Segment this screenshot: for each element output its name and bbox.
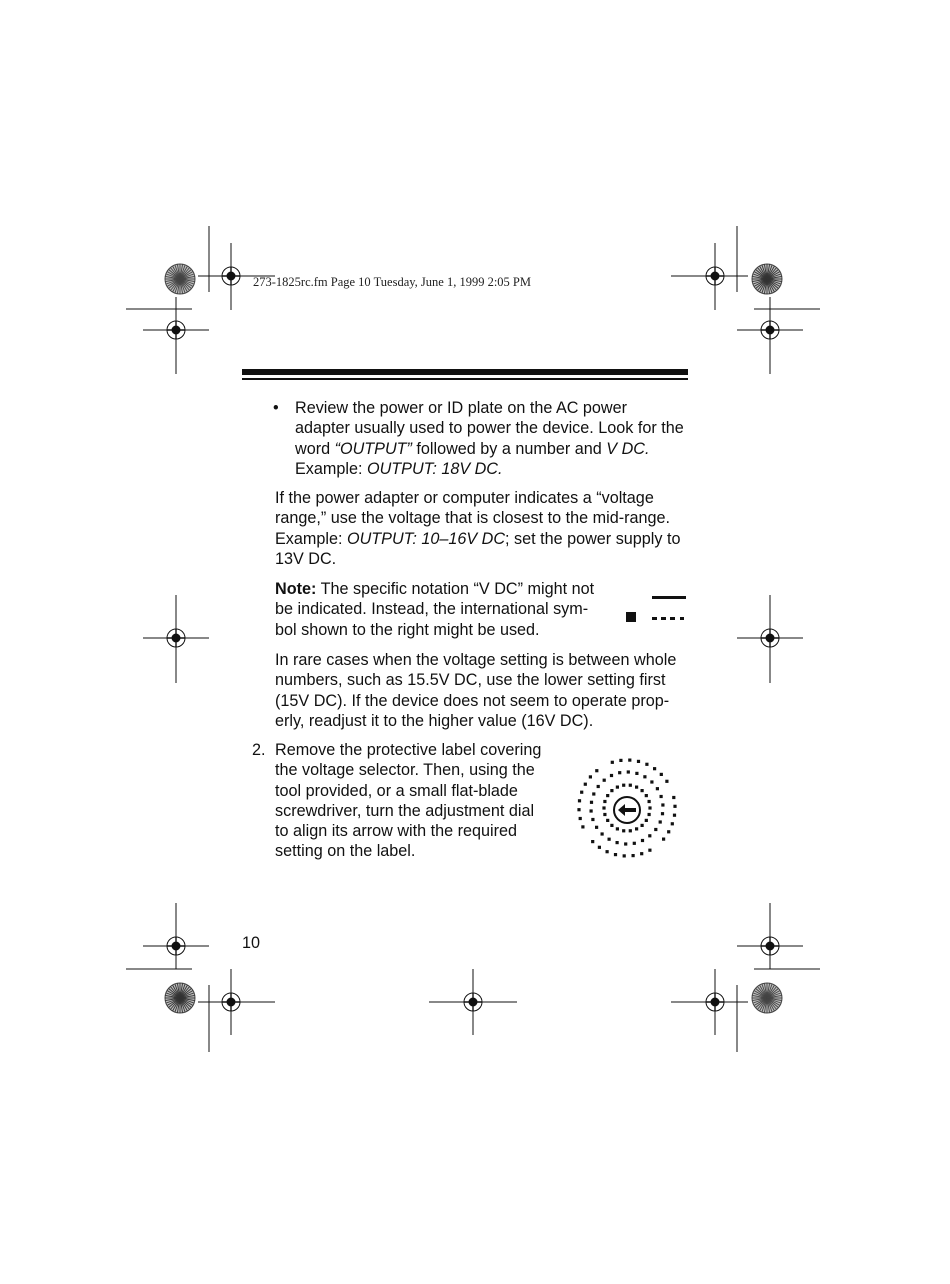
note-line-2: be indicated. Instead, the international sym- [275,600,589,619]
step-line-5: to align its arrow with the required [275,822,518,841]
dial-tick [661,812,664,815]
text-run: Example: [275,529,347,548]
dial-tick [622,829,625,832]
dial-tick [579,817,582,820]
dial-tick [601,832,604,835]
registration-starburst-icon [165,983,195,1013]
top-rule-thin [242,378,688,380]
dial-tick [632,854,635,857]
note-line-1 [275,579,607,599]
dial-tick [671,822,674,825]
text-run: The specific notation “V DC” might not [316,580,595,598]
dial-tick [662,838,665,841]
text-run: followed by a number and [411,439,607,458]
dial-tick [618,771,621,774]
dial-tick [598,846,601,849]
range-line-2: range,” use the voltage that is closest to the mid-range. [275,509,671,528]
dial-tick [623,854,626,857]
dial-tick [606,819,609,822]
dial-tick [589,775,592,778]
dial-tick [648,800,651,803]
range-paragraph [275,488,688,569]
dial-tick [640,852,643,855]
text-run: word [295,439,335,458]
dial-tick [622,784,625,787]
bullet-line-1: Review the power or ID plate on the AC power [295,399,628,417]
registration-starburst-icon [165,264,195,294]
dial-tick [665,780,668,783]
step-line-2: the voltage selector. Then, using the [275,761,535,780]
note-paragraph [275,579,607,640]
dial-tick [667,830,670,833]
dial-tick [611,761,614,764]
dial-tick [635,827,638,830]
dial-tick [578,799,581,802]
dial-tick [610,774,613,777]
dial-tick [629,784,632,787]
dial-tick [643,775,646,778]
rare-line-4: erly, readjust it to the higher value (16V DC). [275,711,594,730]
dial-tick [650,780,653,783]
file-info-header: 273-1825rc.fm Page 10 Tuesday, June 1, 1999 2:05 PM [253,275,532,289]
dial-tick [627,770,630,773]
dial-tick [673,814,676,817]
dial-tick [659,820,662,823]
dial-tick [584,783,587,786]
dial-tick [610,789,613,792]
dial-tick [641,789,644,792]
dial-tick [641,839,644,842]
rare-cases-paragraph [275,650,688,731]
dial-tick [656,787,659,790]
range-line-3 [275,529,688,549]
dial-tick [637,760,640,763]
rare-line-1: In rare cases when the voltage setting is between whole [275,651,677,669]
dial-tick [590,801,593,804]
step-line-3: tool provided, or a small flat-blade [275,781,518,800]
step-line-1: Remove the protective label covering [275,741,542,759]
rare-line-3: (15V DC). If the device does not seem to operate prop- [275,691,670,710]
dial-tick [592,792,595,795]
dial-tick [616,786,619,789]
dial-tick [606,850,609,853]
dial-tick [645,819,648,822]
adjustment-dial-icon [568,748,686,864]
dial-tick [603,813,606,816]
example-output: OUTPUT: 18V DC. [366,459,503,478]
dial-tick [635,786,638,789]
range-line-1: If the power adapter or computer indicates a “voltage [275,489,654,507]
bullet-line-3 [295,439,688,459]
dial-tick [602,806,605,809]
bullet-marker: • [273,399,279,417]
dial-tick [624,842,627,845]
dial-tick [597,785,600,788]
dial-tick [628,759,631,762]
dial-tick [661,803,664,806]
dial-tick [614,853,617,856]
note-label: Note: [275,580,317,598]
note-line-3: bol shown to the right might be used. [275,620,540,639]
dial-tick [606,794,609,797]
step-2-paragraph [275,740,549,862]
dial-tick [591,840,594,843]
dial-tick [608,838,611,841]
dial-tick [619,759,622,762]
text-run: Example: [295,459,367,478]
dial-tick [603,800,606,803]
dial-tick [660,773,663,776]
dial-tick [660,795,663,798]
dial-tick [635,772,638,775]
output-term: “OUTPUT” [334,439,412,458]
page-number: 10 [242,934,261,952]
bullet-line-2: adapter usually used to power the device. Look for the [295,419,684,438]
dial-tick [616,827,619,830]
text-run: ; set the power supply to [505,529,681,548]
dial-tick [591,818,594,821]
dial-tick [595,769,598,772]
dial-tick [648,806,651,809]
bullet-paragraph [295,398,688,479]
example-range: OUTPUT: 10–16V DC [346,529,506,548]
bullet-line-4 [295,459,688,479]
dial-tick [590,809,593,812]
step-number: 2. [252,741,266,759]
step-line-4: screwdriver, turn the adjustment dial [275,801,535,820]
dc-voltage-symbol-icon [624,592,688,624]
step-line-6: setting on the label. [275,842,416,861]
vdc-term: V DC. [606,439,650,458]
dial-tick [633,842,636,845]
dial-tick [581,825,584,828]
dial-tick [616,841,619,844]
dial-tick [580,791,583,794]
top-rule-thick [242,369,688,375]
dial-tick [648,813,651,816]
dial-tick [645,794,648,797]
range-line-4: 13V DC. [275,549,337,568]
dial-tick [648,849,651,852]
dial-tick [654,828,657,831]
dial-tick [610,824,613,827]
dial-tick [595,826,598,829]
rare-line-2: numbers, such as 15.5V DC, use the lower setting first [275,671,666,690]
dial-tick [648,834,651,837]
dial-tick [673,805,676,808]
registration-starburst-icon [752,983,782,1013]
dial-tick [629,829,632,832]
dial-tick [577,808,580,811]
registration-starburst-icon [752,264,782,294]
dial-tick [641,824,644,827]
dial-tick [603,779,606,782]
dial-tick [653,767,656,770]
dial-tick [672,796,675,799]
dial-tick [645,763,648,766]
